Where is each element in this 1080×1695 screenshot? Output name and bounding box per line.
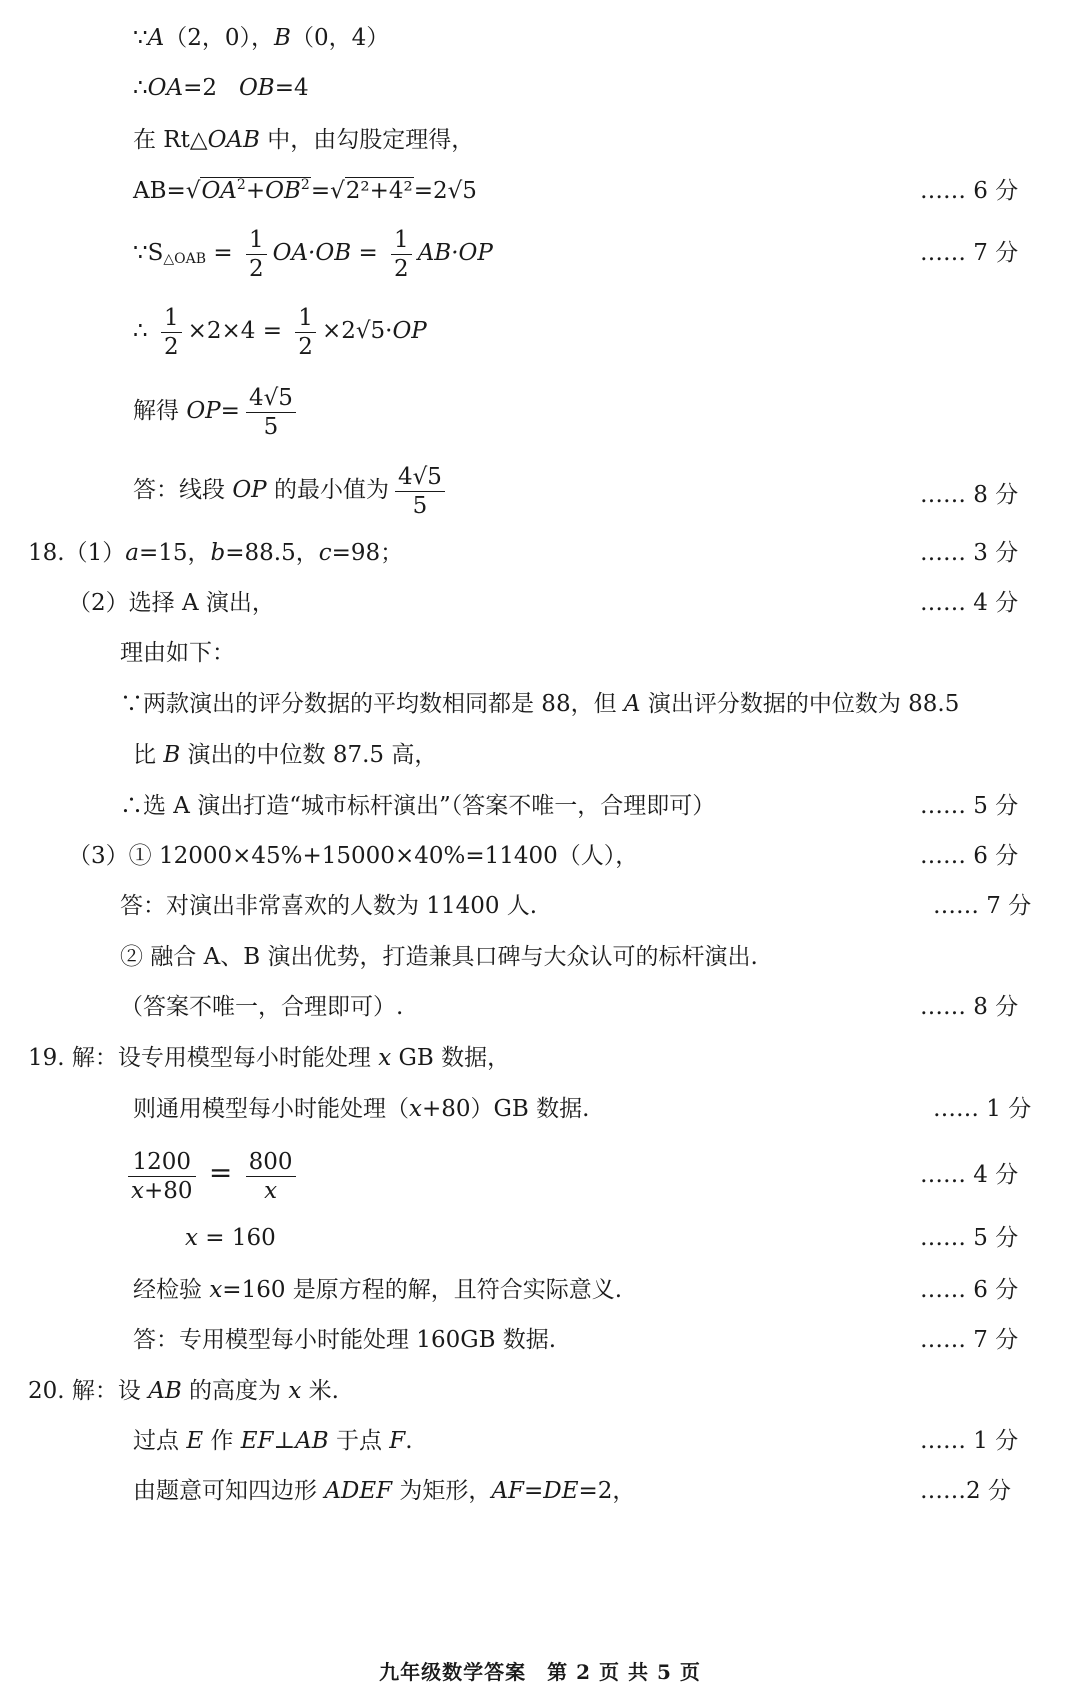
fraction-1200: $\frac{1200}{x+80}$ — [128, 1148, 196, 1205]
q18-part3: （3）① 12000×45%+15000×40%=11400（人）， — [68, 843, 639, 869]
q17-line-lengths: ∴OA=2 OB=4 — [133, 75, 309, 101]
score-1: …… 1 分 — [920, 1428, 1019, 1454]
score-4: …… 4 分 — [920, 1162, 1019, 1188]
fraction-op: $\frac{4√5}{5}$ — [246, 384, 296, 441]
fraction-half: $\frac{1}{2}$ — [246, 226, 267, 283]
score-2: ……2 分 — [920, 1478, 1011, 1504]
q20-setup: 20. 解：设 AB 的高度为 x 米. — [28, 1378, 339, 1404]
q18-conclusion: ∴选 A 演出打造“城市标杆演出”（答案不唯一，合理即可） — [120, 793, 716, 819]
score-5: …… 5 分 — [920, 793, 1019, 819]
score-5: …… 5 分 — [920, 1225, 1019, 1251]
fraction-half: $\frac{1}{2}$ — [391, 226, 412, 283]
score-8: …… 8 分 — [920, 994, 1019, 1020]
q18-reason-heading: 理由如下： — [120, 640, 235, 666]
q20-construction: 过点 E 作 EF⊥AB 于点 F. — [133, 1428, 413, 1454]
score-1: …… 1 分 — [933, 1096, 1032, 1122]
score-3: …… 3 分 — [920, 540, 1019, 566]
q19-general-model: 则通用模型每小时能处理（x+80）GB 数据. — [133, 1096, 590, 1122]
q18-part3-note: （答案不唯一，合理即可）. — [120, 994, 404, 1020]
score-6: …… 6 分 — [920, 1277, 1019, 1303]
q19-solution: x = 160 — [185, 1225, 276, 1251]
q17-line-area: $\because S_{\triangle OAB}$ = $\frac{1}{2}$ OA·OB = $\frac{1}{2}$ AB·OP — [133, 226, 493, 282]
score-7: …… 7 分 — [933, 893, 1032, 919]
score-6: …… 6 分 — [920, 843, 1019, 869]
q17-line-ab-length: $AB=√OA^2+OB^2=√2^2+4^2=2√5$ — [133, 177, 477, 204]
q18-part3-item2: ② 融合 A、B 演出优势，打造兼具口碑与大众认可的标杆演出. — [120, 944, 758, 970]
q18-reason-line2: 比 B 演出的中位数 87.5 高， — [133, 742, 438, 768]
fraction-half: $\frac{1}{2}$ — [161, 304, 182, 361]
fraction-op: $\frac{4√5}{5}$ — [395, 463, 445, 520]
q17-line-solve: 解得 OP= $\frac{4√5}{5}$ — [133, 383, 302, 441]
q19-equation: $\frac{1200}{x+80}$ = $\frac{800}{x}$ — [128, 1141, 302, 1207]
q18-part2: （2）选择 A 演出， — [68, 590, 275, 616]
score-6: …… 6 分 — [920, 178, 1019, 204]
q18-reason-line1: ∵两款演出的评分数据的平均数相同都是 88，但 A 演出评分数据的中位数为 88.5 — [120, 691, 960, 717]
q17-line-answer: 答：线段 OP 的最小值为 $\frac{4√5}{5}$ — [133, 462, 451, 520]
score-7: …… 7 分 — [920, 1327, 1019, 1353]
q17-line-substitute: ∴ $\frac{1}{2}$ ×2×4 = $\frac{1}{2}$ ×2√5·OP — [133, 304, 427, 360]
q18-part1: 18.（1）a=15，b=88.5，c=98； — [28, 540, 404, 566]
score-4: …… 4 分 — [920, 590, 1019, 616]
q18-part3-answer: 答：对演出非常喜欢的人数为 11400 人. — [120, 893, 538, 919]
score-8: …… 8 分 — [920, 482, 1019, 508]
fraction-800: $\frac{800}{x}$ — [246, 1148, 296, 1205]
q19-answer: 答：专用模型每小时能处理 160GB 数据. — [133, 1327, 557, 1353]
q17-line-pythagoras: 在 Rt△OAB 中，由勾股定理得， — [133, 127, 475, 153]
q19-check: 经检验 x=160 是原方程的解，且符合实际意义. — [133, 1277, 623, 1303]
fraction-half: $\frac{1}{2}$ — [295, 304, 316, 361]
q19-setup: 19. 解：设专用模型每小时能处理 x GB 数据， — [28, 1045, 511, 1071]
q17-line-points: ∵A（2，0），B（0，4） — [133, 25, 390, 51]
score-7: …… 7 分 — [920, 240, 1019, 266]
q20-rectangle: 由题意可知四边形 ADEF 为矩形，AF=DE=2， — [133, 1478, 636, 1504]
page-footer: 九年级数学答案 第 2 页 共 5 页 — [379, 1660, 701, 1684]
